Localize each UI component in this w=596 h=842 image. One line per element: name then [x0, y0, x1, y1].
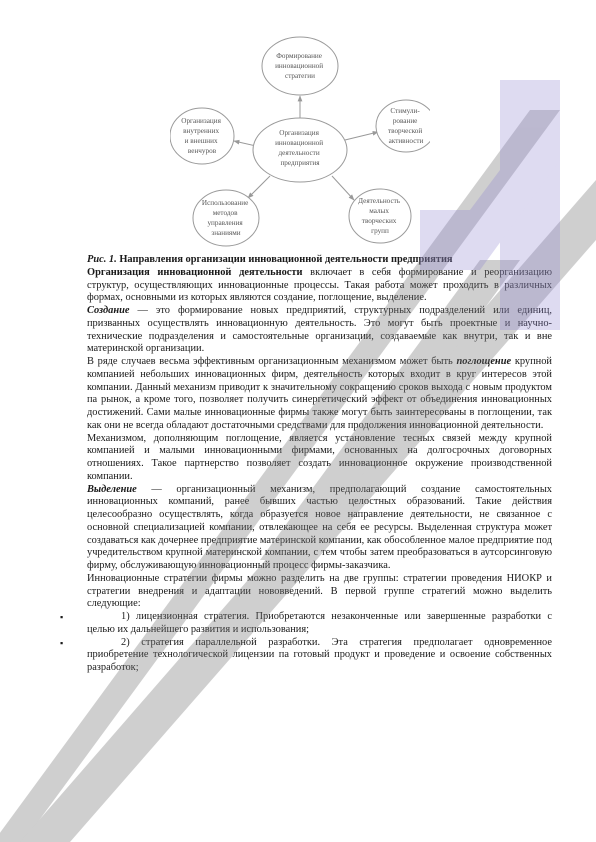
paragraph-spinoff — [87, 484, 552, 573]
paragraph-organization — [87, 267, 552, 305]
diagram-svg — [170, 28, 430, 250]
figure-caption — [87, 254, 552, 267]
figure-title: Направления организации инновационной деятельности предприятия — [116, 254, 453, 265]
term-organization: Организация инновационной деятельности — [87, 266, 303, 278]
document-body — [60, 254, 553, 675]
node-center-label: Организация инновационной деятельности предприятия — [275, 129, 324, 167]
figure-number: Рис. 1. — [87, 254, 117, 265]
list-item-text: 2) стратегия параллельной разработки. Эта стратегия предполагает одновременное приобретение технологической лицензии па готовый продукт и проведение и освоение собственных разработок; — [87, 636, 552, 673]
arrow-bottom-right — [332, 176, 354, 200]
innovation-diagram — [170, 28, 430, 250]
watermark-accent-2 — [420, 90, 560, 270]
paragraph-partnership: Механизмом, дополняющим поглощение, является установление тесных связей между крупной компанией и малыми инновационными фирмами, основанных на долгосрочных договорных отношениях. Такое партнерство позволяет создать инновационное окружение производственной компании. — [87, 432, 552, 482]
arrow-bottom-left — [248, 176, 270, 198]
bullet-icon: ▪ — [60, 637, 64, 648]
node-bottom-right-label: Деятельность малых творческих групп — [358, 197, 401, 235]
node-bottom-left-label: Использование методов управления знаниями — [201, 199, 249, 237]
paragraph-absorption — [87, 356, 552, 433]
term-creation: Создание — [87, 305, 130, 316]
paragraph-creation — [87, 305, 552, 356]
term-spinoff: Выделение — [87, 483, 137, 495]
node-top-label: Формирование инновационной стратегии — [275, 52, 324, 80]
node-left-label: Организация внутренних и внешних венчуров — [181, 117, 221, 155]
paragraph-text: — организационный механизм, предполагающий создание самостоятельных инновационных компаний, ранее бывших частью целостных образований. Такие действия целесообразно осуществлять, когда образуется новое направление деятельности, не связанное с основной специализацией компании, отвлекающее на себя ее ресурсы. Выделенная структура может создаваться как дочернее предприятие материнской компании, как обособленное малое предприятие под учредительством крупной материнской компании, с тем чтобы затем преобразоваться в аутсорсинговую фирму, обслуживающую инновационный процесс фирмы-заказчика. — [87, 483, 552, 571]
arrow-left — [234, 141, 256, 146]
paragraph-strategies: Инновационные стратегии фирмы можно разделить на две группы: стратегии проведения НИОКР и стратегии внедрения и адаптации нововведений. В первой группе стратегий можно выделить следующие: — [87, 572, 552, 610]
term-absorption: поглощение — [456, 356, 512, 367]
paragraph-text: — это формирование новых предприятий, структурных подразделений или единиц, призванных осуществлять инновационную деятельность. Это могут быть проектные и научно-технические подразделения и самостоятельные организации, создаваемые как внутри, так и вне материнской организации. — [87, 305, 552, 355]
paragraph-text: включает в себя формирование и реорганизацию структур, осуществляющих инновационные процессы. Такая работа может проходить в различных формах, основными из которых являются создание, поглощение, выделение. — [87, 266, 553, 304]
node-right-label: Стимули- рование творческой активности — [387, 107, 424, 145]
list-item-text: 1) лицензионная стратегия. Приобретаются незаконченные или завершенные разработки с целью их дальнейшего развития и использования; — [87, 611, 552, 635]
bullet-icon: ▪ — [60, 612, 64, 622]
arrow-right — [345, 132, 378, 140]
paragraph-text: В ряде случаев весьма эффективным организационным механизмом может быть — [87, 356, 457, 367]
list-item — [60, 636, 552, 675]
paragraph-text: крупной компанией небольших инновационных фирм, деятельность которых входит в круг интересов этой компании. Данный механизм приводит к значительному сокращению сроков выхода с новым продуктом па рынок, а кроме того, позволяет получить синергетический эффект от объединения инновационных достижений. Сами малые инновационные фирмы также могут быть заинтересованы в поглощении, так как они не всегда обладают достаточными средствами для продолжения инновационной деятельности. — [87, 356, 552, 431]
list-item — [60, 611, 552, 637]
